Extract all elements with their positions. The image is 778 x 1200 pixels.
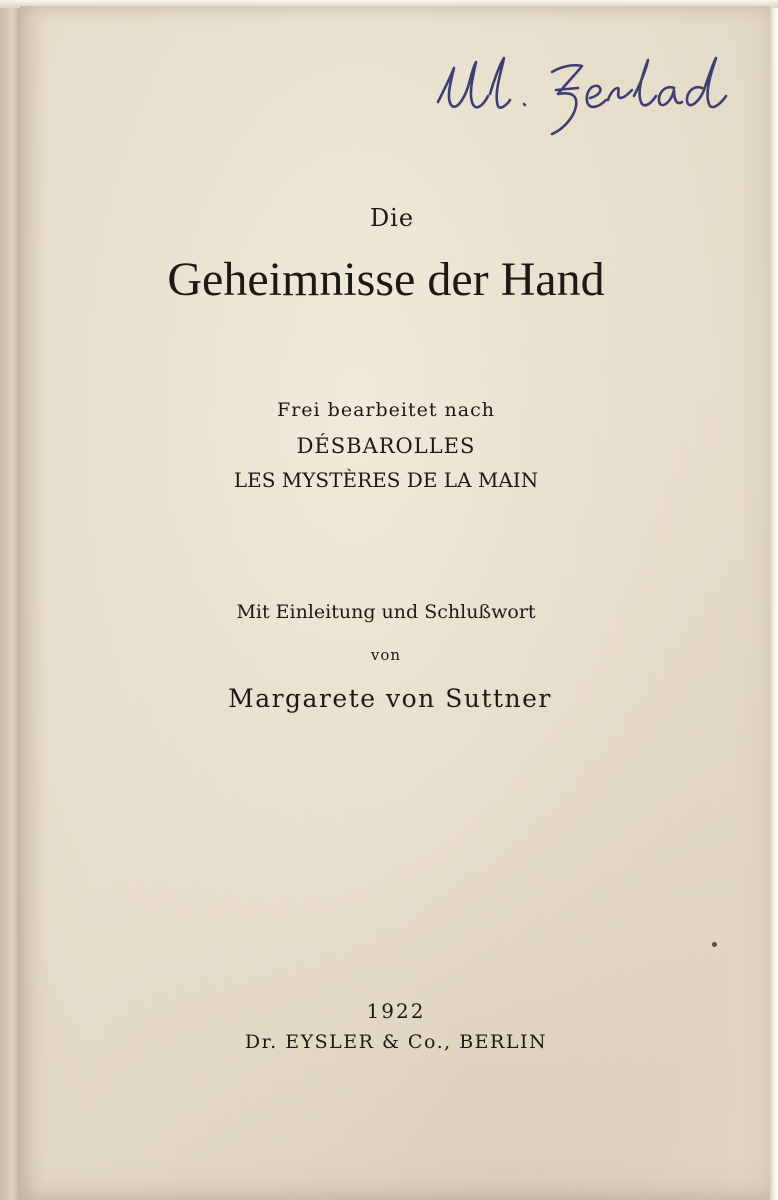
author-name: Margarete von Suttner bbox=[228, 684, 552, 713]
by-line: von bbox=[370, 646, 402, 664]
adaptation-note: Frei bearbeitet nach bbox=[277, 399, 495, 421]
book-title: Geheimnisse der Hand bbox=[167, 253, 605, 306]
source-author: DÉSBAROLLES bbox=[296, 434, 476, 458]
publication-year: 1922 bbox=[366, 999, 426, 1023]
handwritten-signature bbox=[430, 50, 750, 140]
publisher-imprint: Dr. EYSLER & Co., BERLIN bbox=[244, 1031, 548, 1053]
intro-note: Mit Einleitung und Schlußwort bbox=[236, 601, 536, 623]
signature-drawing bbox=[430, 50, 750, 140]
paper-speck bbox=[712, 942, 717, 947]
title-article: Die bbox=[369, 204, 415, 232]
title-page bbox=[20, 6, 770, 1200]
book-spine-edge bbox=[0, 0, 22, 1200]
source-title: LES MYSTÈRES DE LA MAIN bbox=[233, 468, 539, 492]
